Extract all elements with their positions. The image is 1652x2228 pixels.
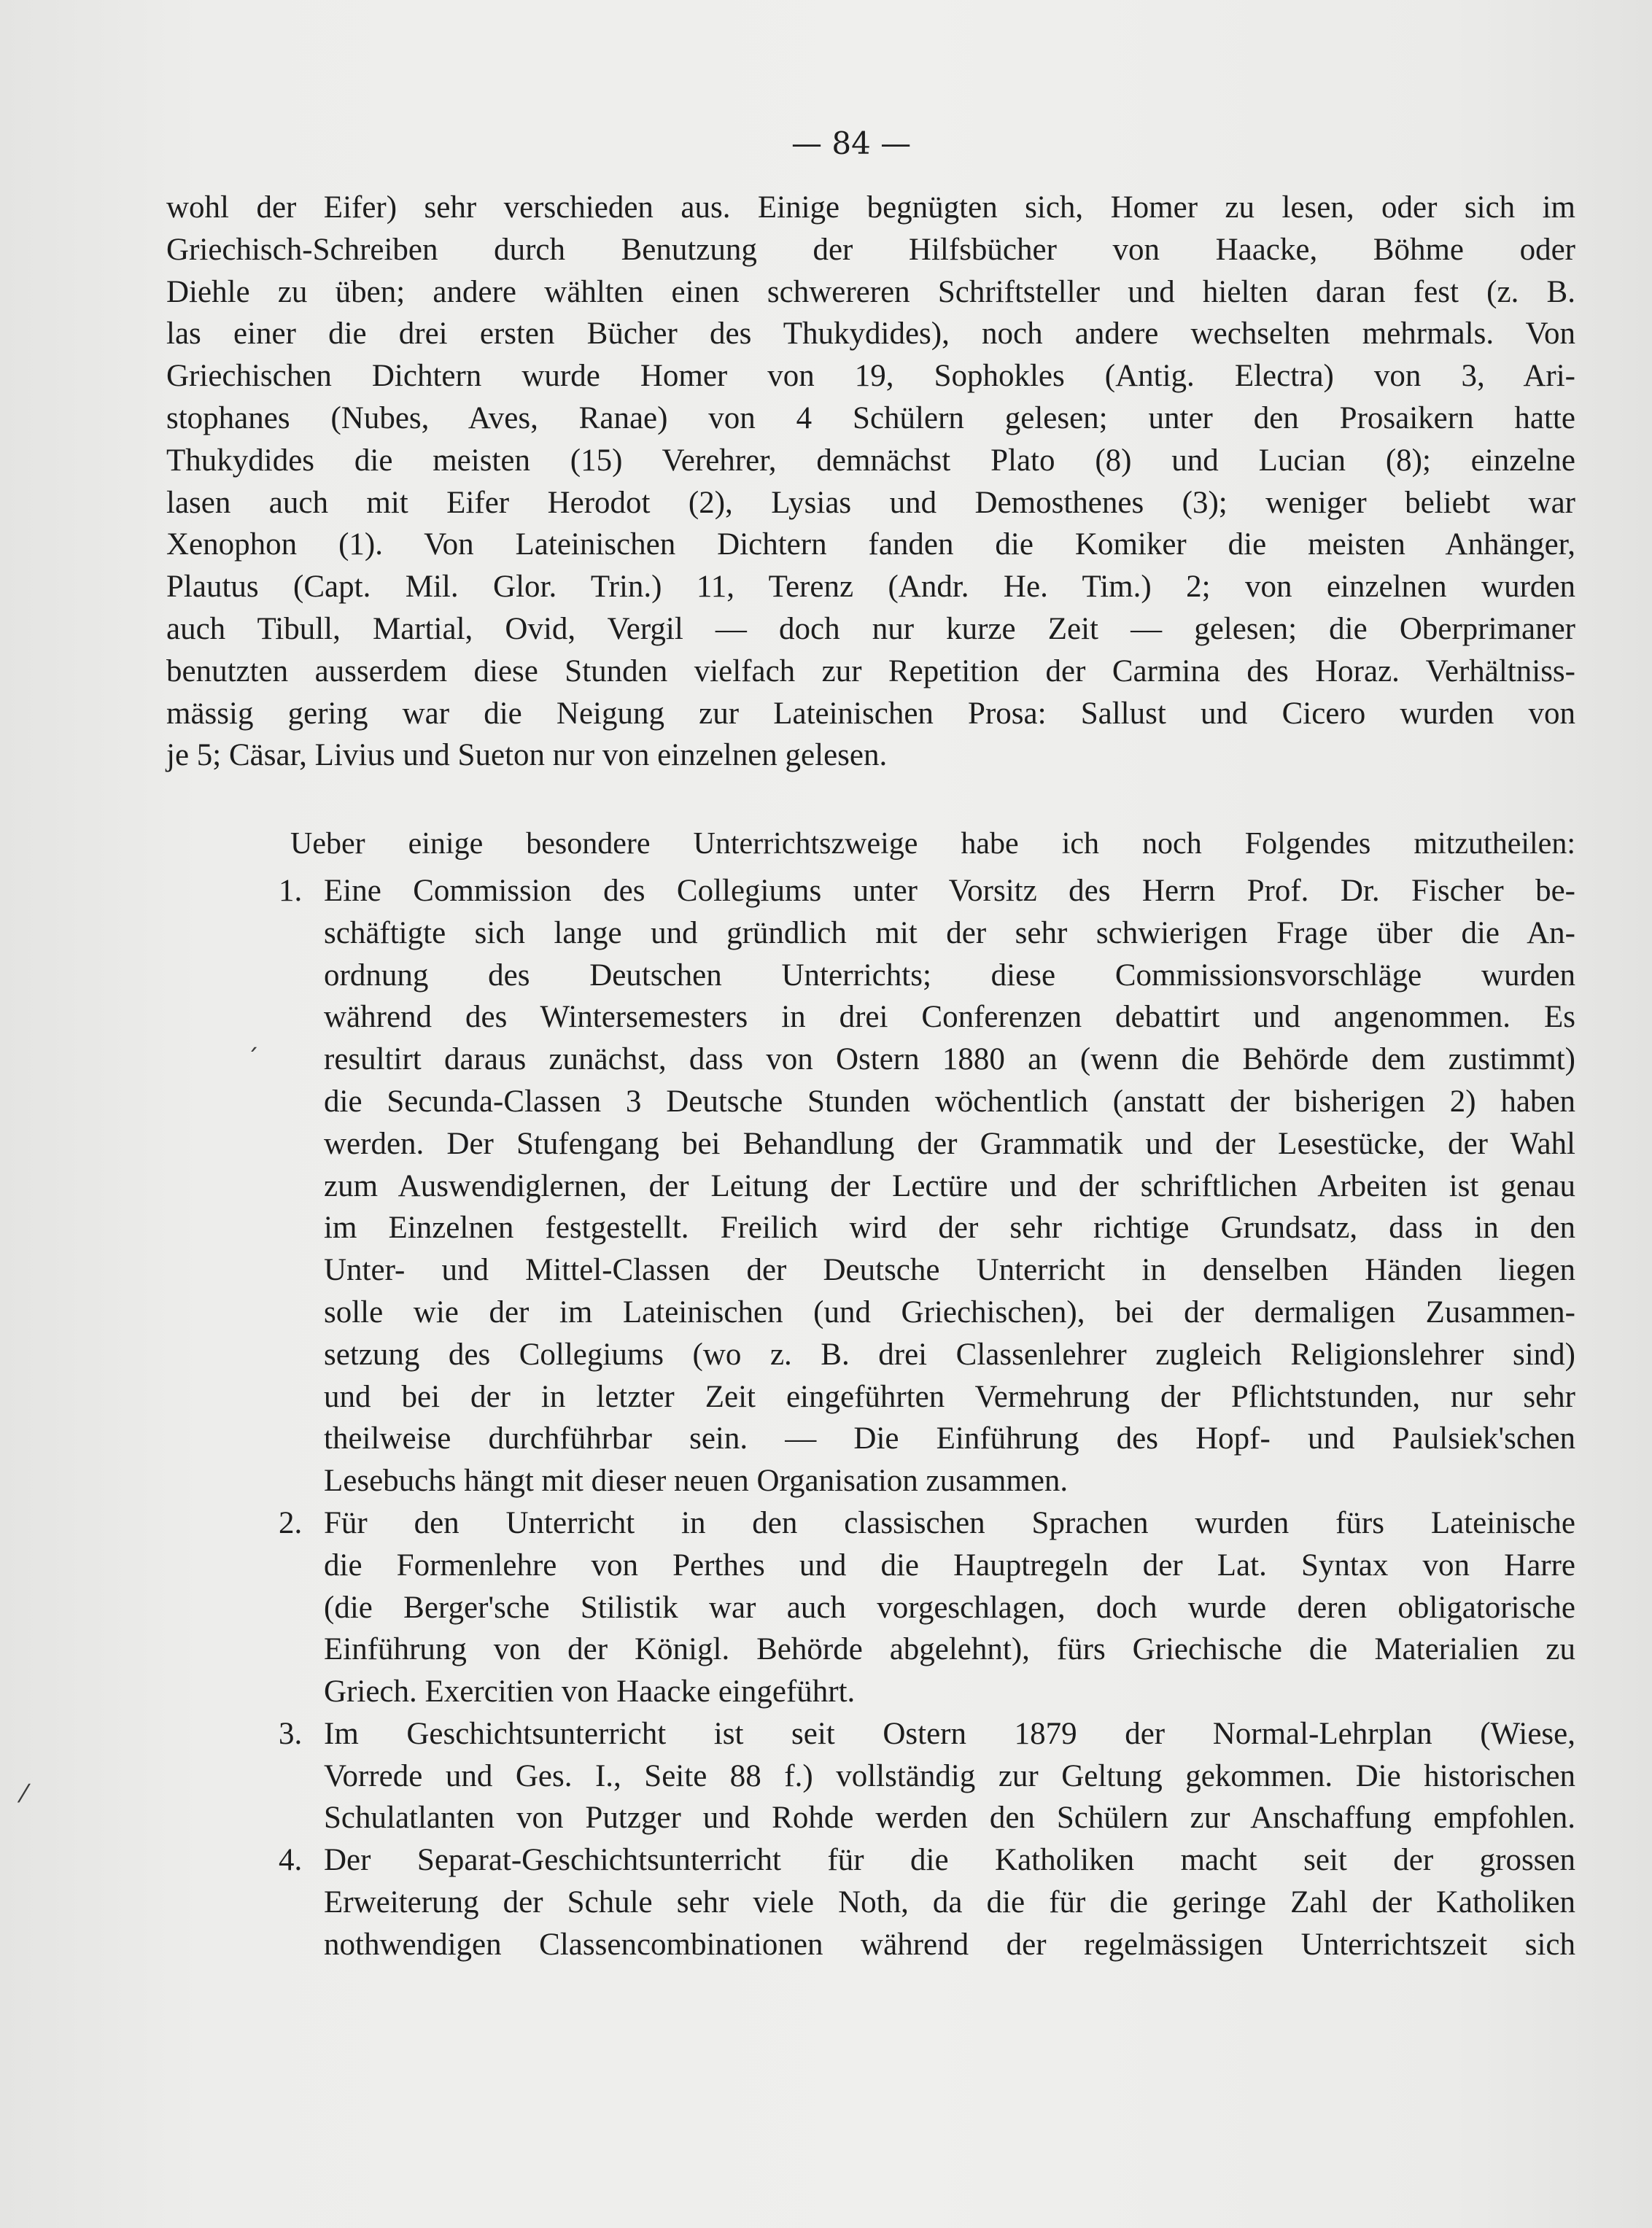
text-line: Schulatlanten von Putzger und Rohde werden den Schülern zur Anschaffung empfohlen. [324,1801,1575,1836]
text-line: setzung des Collegiums (wo z. B. drei Classenlehrer zugleich Religionslehrer sind) [324,1337,1575,1372]
list-item [166,1839,1575,1965]
text-line: im Einzelnen festgestellt. Freilich wird der sehr richtige Grundsatz, dass in den [324,1211,1575,1246]
text-line: Vorrede und Ges. I., Seite 88 f.) vollständig zur Geltung gekommen. Die historischen [324,1758,1575,1793]
text-line: je 5; Cäsar, Livius und Sueton nur von einzelnen gelesen. [166,738,888,773]
text-line: mässig gering war die Neigung zur Lateinischen Prosa: Sallust und Cicero wurden von [166,696,1575,731]
list-item [166,870,1575,1502]
stray-mark: ⁄ [22,1779,26,1809]
text-line: und bei der in letzter Zeit eingeführten Vermehrung der Pflichtstunden, nur sehr [324,1379,1575,1414]
text-line: nothwendigen Classencombinationen während der regelmässigen Unterrichtszeit sich [324,1927,1575,1962]
text-line: wohl der Eifer) sehr verschieden aus. Einige begnügten sich, Homer zu lesen, oder sich im [166,190,1575,225]
text-line: Griech. Exercitien von Haacke eingeführt. [324,1674,856,1709]
text-line: stophanes (Nubes, Aves, Ranae) von 4 Schülern gelesen; unter den Prosaikern hatte [166,400,1575,435]
text-line: Eine Commission des Collegiums unter Vorsitz des Herrn Prof. Dr. Fischer be- [324,873,1575,908]
text-line: lasen auch mit Eifer Herodot (2), Lysias und Demosthenes (3); weniger beliebt war [166,485,1575,520]
text-line: solle wie der im Lateinischen (und Griechischen), bei der dermaligen Zusammen- [324,1295,1575,1330]
text-line: Im Geschichtsunterricht ist seit Ostern 1879 der Normal-Lehrplan (Wiese, [324,1716,1575,1751]
document-body [166,187,1575,1966]
paragraph-reading-report [166,187,1575,777]
text-line: Griechischen Dichtern wurde Homer von 19, Sophokles (Antig. Electra) von 3, Ari- [166,359,1575,394]
text-line: Für den Unterricht in den classischen Sprachen wurden fürs Lateinische [324,1505,1575,1540]
text-line: Erweiterung der Schule sehr viele Noth, da die für die geringe Zahl der Katholiken [324,1885,1575,1920]
text-line: Plautus (Capt. Mil. Glor. Trin.) 11, Terenz (Andr. He. Tim.) 2; von einzelnen wurden [166,570,1575,605]
text-line: resultirt daraus zunächst, dass von Ostern 1880 an (wenn die Behörde dem zustimmt) [324,1042,1575,1077]
text-line: die Secunda-Classen 3 Deutsche Stunden wöchentlich (anstatt der bisherigen 2) haben [324,1084,1575,1119]
text-line: schäftigte sich lange und gründlich mit der sehr schwierigen Frage über die An- [324,915,1575,950]
list-item-number: 2. [279,1505,303,1540]
text-line: (die Berger'sche Stilistik war auch vorgeschlagen, doch wurde deren obligatorische [324,1590,1575,1625]
list-item [166,1502,1575,1713]
page-number: — 84 — [791,125,912,161]
list-item-number: 3. [279,1716,303,1751]
list-item-number: 4. [279,1843,303,1878]
list-item-number: 1. [279,873,303,908]
text-line: Griechisch-Schreiben durch Benutzung der Hilfsbücher von Haacke, Böhme oder [166,232,1575,267]
text-line: Thukydides die meisten (15) Verehrer, demnächst Plato (8) und Lucian (8); einzelne [166,443,1575,478]
text-line: Ueber einige besondere Unterrichtszweige habe ich noch Folgendes mitzutheilen: [290,827,1575,861]
text-line: auch Tibull, Martial, Ovid, Vergil — doch nur kurze Zeit — gelesen; die Oberprimaner [166,611,1575,646]
text-line: Xenophon (1). Von Lateinischen Dichtern fanden die Komiker die meisten Anhänger, [166,527,1575,562]
text-line: ordnung des Deutschen Unterrichts; diese Commissionsvorschläge wurden [324,958,1575,993]
text-line: Der Separat-Geschichtsunterricht für die Katholiken macht seit der grossen [324,1843,1575,1878]
text-line: die Formenlehre von Perthes und die Hauptregeln der Lat. Syntax von Harre [324,1548,1575,1583]
text-line: theilweise durchführbar sein. — Die Einführung des Hopf- und Paulsiek'schen [324,1421,1575,1456]
text-line: Unter- und Mittel-Classen der Deutsche Unterricht in denselben Händen liegen [324,1253,1575,1288]
text-line: Lesebuchs hängt mit dieser neuen Organisation zusammen. [324,1464,1069,1499]
list-item [166,1713,1575,1839]
text-line: werden. Der Stufengang bei Behandlung der Grammatik und der Lesestücke, der Wahl [324,1126,1575,1161]
intro-line [166,823,1575,866]
text-line: während des Wintersemesters in drei Conferenzen debattirt und angenommen. Es [324,1000,1575,1035]
text-line: las einer die drei ersten Bücher des Thukydides), noch andere wechselten mehrmals. Von [166,317,1575,352]
stray-mark: ´ [247,1044,259,1074]
text-line: benutzten ausserdem diese Stunden vielfach zur Repetition der Carmina des Horaz. Verhältniss- [166,653,1575,688]
text-line: Diehle zu üben; andere wählten einen schwereren Schriftsteller und hielten daran fest (z. B. [166,274,1575,309]
text-line: Einführung von der Königl. Behörde abgelehnt), fürs Griechische die Materialien zu [324,1632,1575,1667]
text-line: zum Auswendiglernen, der Leitung der Lectüre und der schriftlichen Arbeiten ist genau [324,1168,1575,1203]
numbered-list [166,870,1575,1966]
